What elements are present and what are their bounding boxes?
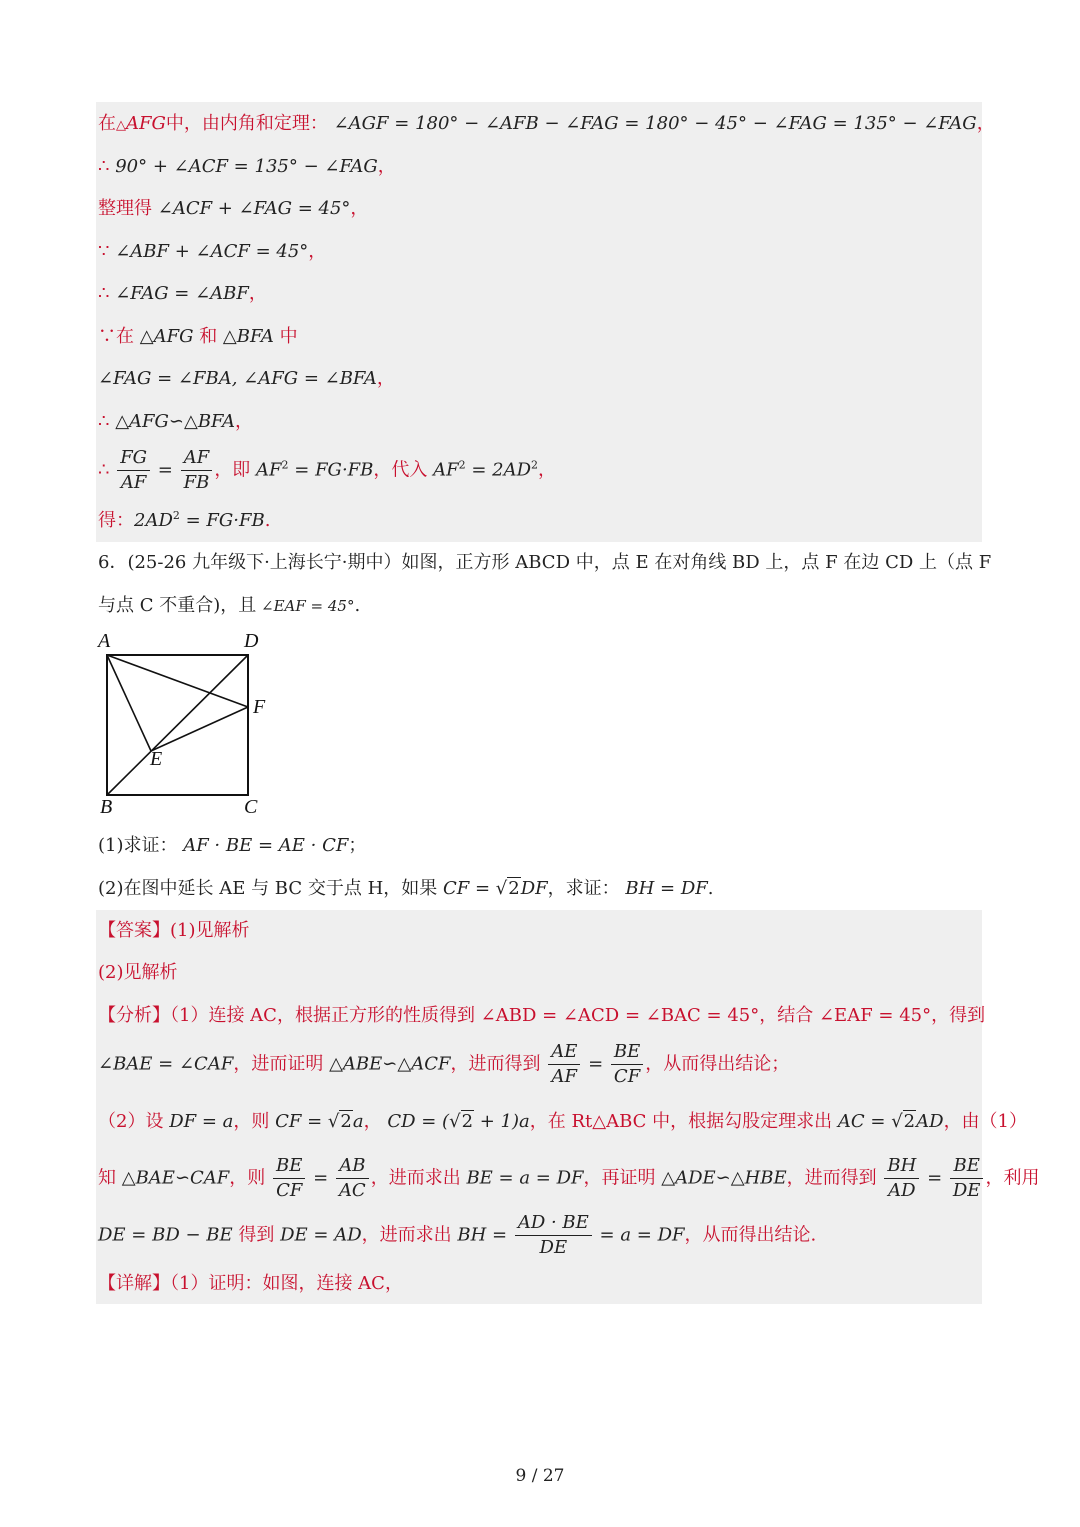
solution-line-1: 在△AFG中，由内角和定理： ∠AGF = 180° − ∠AFB − ∠FAG = 180° − 45° − ∠FAG = 135° − ∠FAG， [98,113,995,134]
answer-line-2: (2)见解析 [98,962,178,983]
label-d: D [244,630,259,652]
analysis-line-4: 知 △BAE∽CAF，则 $\frac{BE}{CF}$ = $\frac{AB}{AC}$ ，进而求出 BE = a = DF，再证明 △ADE∽△HBE，进而得到 $\frac{BH}{AD}$ = $\frac{BE}{DE}$ ，利用 [98,1155,1040,1201]
segment-ef [151,707,248,751]
fraction: $\frac{AD \cdot BE}{DE}$ [515,1211,592,1260]
solution-line-3: 整理得 ∠ACF + ∠FAG = 45°， [98,198,369,219]
question-6-part-2: (2)在图中延长 AE 与 BC 交于点 H，如果 CF = √2DF，求证： BH = DF. [98,878,714,899]
solution-line-10: 得：$2AD^2 = FG\cdot FB$. [98,509,271,531]
solution-line-4: ∵ ∠ABF + ∠ACF = 45°， [98,241,327,262]
analysis-line-3: （2）设 DF = a，则 CF = √2a， CD = (√2 + 1)a，在 Rt△ABC 中，根据勾股定理求出 AC = √2AD，由（1） [98,1111,1028,1132]
page-number: 9 / 27 [515,1466,565,1486]
detail-line-1: 【详解】（1）证明：如图，连接 AC， [98,1273,403,1294]
solution-line-9: ∴ $\frac{FG}{AF}$ = $\frac{AF}{FB}$ ，即 $AF^2 = FG\cdot FB$，代入 $AF^2 = 2AD^2$， [98,447,557,493]
answer-line-1: 【答案】(1)见解析 [98,920,250,941]
fraction: $\frac{AB}{AC}$ [336,1154,369,1203]
fraction: $\frac{BE}{CF}$ [611,1040,643,1089]
label-c: C [244,796,258,818]
solution-line-6: ∵在 △AFG 和 △BFA 中 [98,326,298,347]
solution-line-2: ∴ 90° + ∠ACF = 135° − ∠FAG， [98,156,396,177]
label-a: A [98,630,111,652]
segment-af [107,655,248,707]
fraction: $\frac{AF}{FB}$ [181,446,213,495]
label-f: F [253,696,266,718]
diagonal-bd [107,655,248,795]
square-abcd-figure [94,628,284,824]
question-6-part-1: (1)求证： AF · BE = AE · CF； [98,835,367,856]
geometry-diagram [94,628,284,824]
analysis-line-5: DE = BD − BE 得到 DE = AD，进而求出 BH = $\frac{AD \cdot BE}{DE}$ = a = DF，从而得出结论. [98,1212,817,1258]
analysis-line-2: ∠BAE = ∠CAF，进而证明 △ABE∽△ACF，进而得到 $\frac{AE}{AF}$ = $\frac{BE}{CF}$ ，从而得出结论； [98,1041,790,1087]
question-6-line-1: 6．(25-26 九年级下·上海长宁·期中）如图，正方形 ABCD 中，点 E 在对角线 BD 上，点 F 在边 CD 上（点 F [98,552,992,573]
fraction: $\frac{BE}{DE}$ [950,1154,984,1203]
fraction: $\frac{BH}{AD}$ [884,1154,919,1203]
fraction: $\frac{BE}{CF}$ [273,1154,305,1203]
label-b: B [100,796,113,818]
solution-line-5: ∴ ∠FAG = ∠ABF， [98,283,267,304]
fraction: $\frac{AE}{AF}$ [548,1040,580,1089]
solution-line-7: ∠FAG = ∠FBA, ∠AFG = ∠BFA， [98,368,395,389]
label-e: E [150,748,163,770]
question-6-line-2: 与点 C 不重合)，且 ∠EAF = 45°. [98,595,361,616]
solution-line-8: ∴ △AFG∽△BFA， [98,411,253,432]
analysis-line-1: 【分析】（1）连接 AC，根据正方形的性质得到 ∠ABD = ∠ACD = ∠BAC = 45°，结合 ∠EAF = 45°，得到 [98,1005,986,1026]
fraction: $\frac{FG}{AF}$ [117,446,150,495]
